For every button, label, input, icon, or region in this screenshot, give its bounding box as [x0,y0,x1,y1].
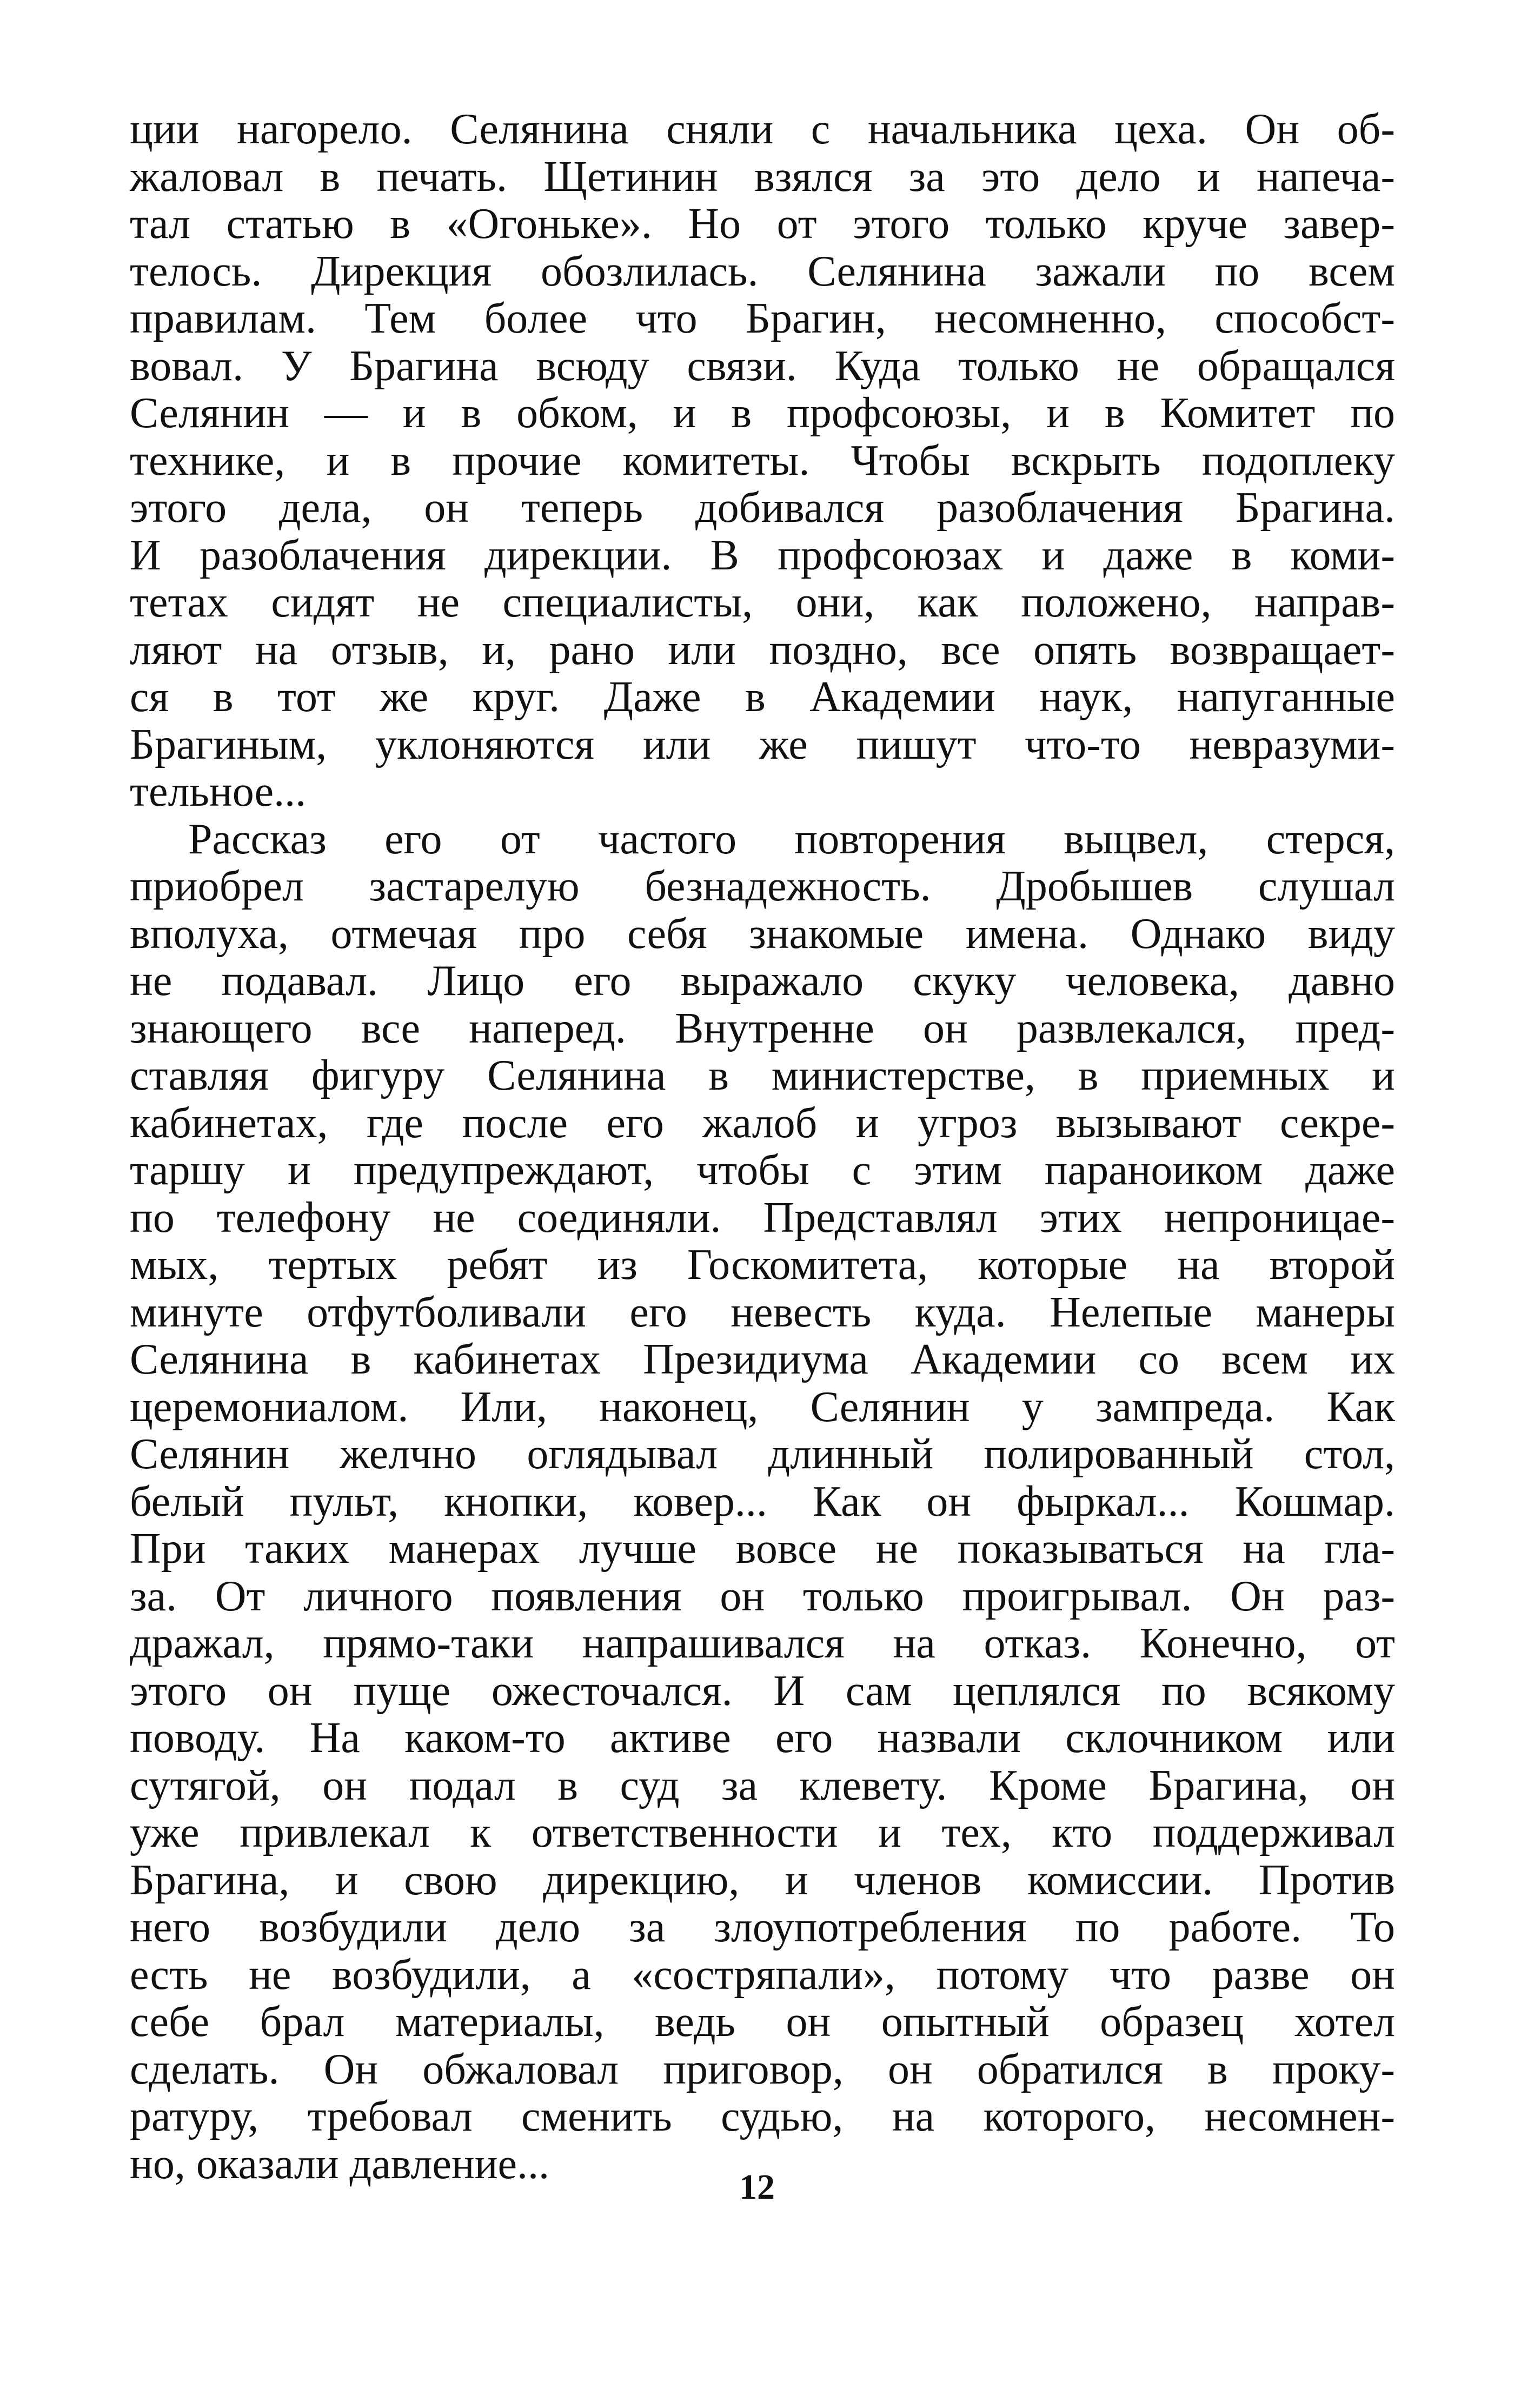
text-line: правилам. Тем более что Брагин, несомненно, способст- [130,295,1395,342]
text-line: Селянин — и в обком, и в профсоюзы, и в Комитет по [130,389,1395,437]
text-line: Селянин желчно оглядывал длинный полированный стол, [130,1430,1395,1478]
text-line: поводу. На каком-то активе его назвали склочником или [130,1714,1395,1762]
text-line: технике, и в прочие комитеты. Чтобы вскрыть подоплеку [130,436,1395,485]
text-line: И разоблачения дирекции. В профсоюзах и даже в коми- [130,531,1395,579]
text-line: таршу и предупреждают, чтобы с этим параноиком даже [130,1146,1395,1194]
text-line: тал статью в «Огоньке». Но от этого только круче завер- [130,200,1395,248]
text-line: него возбудили дело за злоупотребления по работе. То [130,1903,1395,1951]
text-line: по телефону не соединяли. Представлял этих непроницае- [130,1193,1395,1242]
text-line: приобрел застарелую безнадежность. Дробышев слушал [130,863,1395,910]
text-line: есть не возбудили, а «состряпали», потому что разве он [130,1951,1395,1999]
text-line: себе брал материалы, ведь он опытный образец хотел [130,1998,1395,2046]
text-line: жаловал в печать. Щетинин взялся за это дело и напеча- [130,152,1395,201]
text-line: Брагина, и свою дирекцию, и членов комиссии. Против [130,1856,1395,1904]
text-line: сутягой, он подал в суд за клевету. Кроме Брагина, он [130,1761,1395,1809]
text-line: этого он пуще ожесточался. И сам цеплялся по всякому [130,1667,1395,1715]
text-line: за. От личного появления он только проигрывал. Он раз- [130,1572,1395,1620]
text-line: Селянина в кабинетах Президиума Академии со всем их [130,1336,1395,1383]
text-line: минуте отфутболивали его невесть куда. Нелепые манеры [130,1288,1395,1336]
text-line: знающего все наперед. Внутренне он развлекался, пред- [130,1004,1395,1052]
text-line: кабинетах, где после его жалоб и угроз вызывают секре- [130,1099,1395,1147]
text-line: не подавал. Лицо его выражало скуку человека, давно [130,957,1395,1005]
text-line: церемониалом. Или, наконец, Селянин у зампреда. Как [130,1383,1395,1431]
text-line: Рассказ его от частого повторения выцвел, стерся, [188,815,1395,863]
body-text [130,106,1395,2188]
paragraph [130,106,1395,816]
text-line: этого дела, он теперь добивался разоблачения Брагина. [130,484,1395,532]
text-line: телось. Дирекция обозлилась. Селянина зажали по всем [130,247,1395,295]
text-line: При таких манерах лучше вовсе не показываться на гла- [130,1525,1395,1573]
text-line: уже привлекал к ответственности и тех, кто поддерживал [130,1809,1395,1856]
text-line: ставляя фигуру Селянина в министерстве, в приемных и [130,1052,1395,1099]
text-line: ратуру, требовал сменить судью, на которого, несомнен- [130,2093,1395,2140]
text-line: мых, тертых ребят из Госкомитета, которые на второй [130,1241,1395,1289]
text-line: вполуха, отмечая про себя знакомые имена. Однако виду [130,910,1395,958]
text-line: сделать. Он обжаловал приговор, он обратился в проку- [130,2045,1395,2093]
text-line: тельное... [130,768,307,815]
text-line: Брагиным, уклоняются или же пишут что-то невразуми- [130,720,1395,768]
text-line: дражал, прямо-таки напрашивался на отказ. Конечно, от [130,1620,1395,1667]
text-line: ся в тот же круг. Даже в Академии наук, напуганные [130,673,1395,721]
text-line: ции нагорело. Селянина сняли с начальника цеха. Он об- [130,105,1395,153]
text-line: белый пульт, кнопки, ковер... Как он фыркал... Кошмар. [130,1477,1395,1525]
text-line: вовал. У Брагина всюду связи. Куда только не обращался [130,342,1395,390]
text-line: но, оказали давление... [130,2140,550,2188]
text-line: ляют на отзыв, и, рано или поздно, все опять возвращает- [130,626,1395,674]
text-line: тетах сидят не специалисты, они, как положено, направ- [130,579,1395,626]
paragraph [130,816,1395,2188]
page-number: 12 [739,2167,775,2207]
